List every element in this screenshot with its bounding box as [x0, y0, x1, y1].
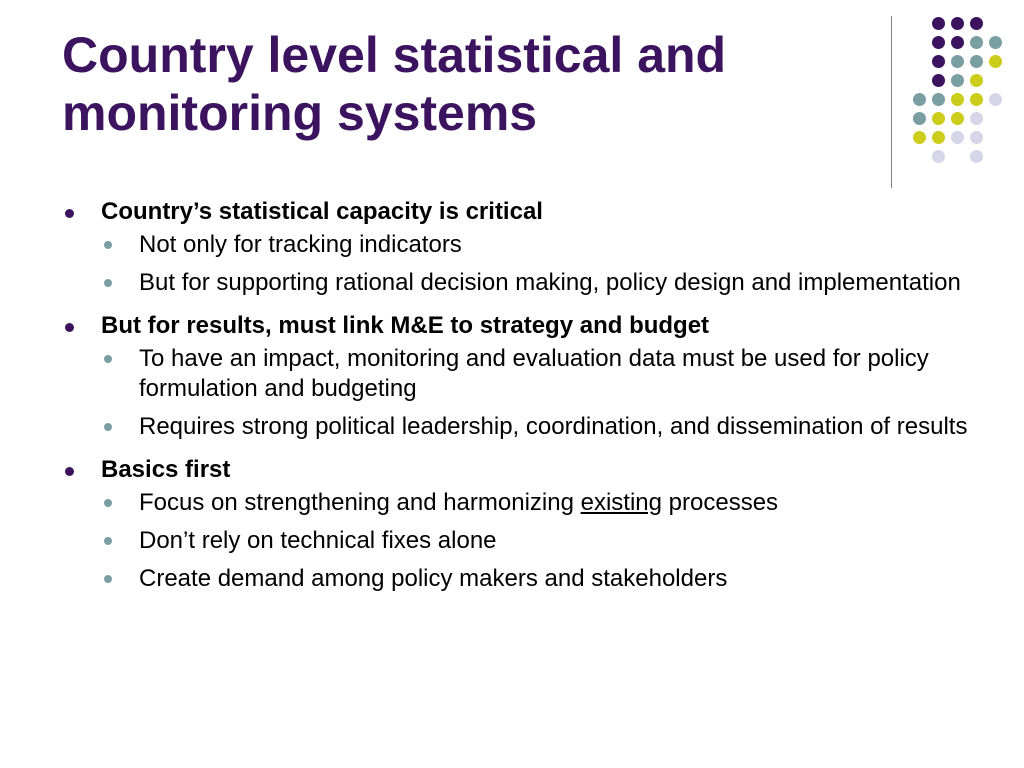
- decorative-dot: [989, 55, 1002, 68]
- decorative-dot: [932, 150, 945, 163]
- sub-bullet: But for supporting rational decision making, policy design and implementation: [62, 268, 982, 298]
- decorative-dot: [970, 17, 983, 30]
- decorative-dot: [913, 112, 926, 125]
- section-link-me-strategy: [62, 310, 982, 442]
- decorative-dot: [970, 112, 983, 125]
- sub-bullet: Create demand among policy makers and stakeholders: [62, 564, 982, 594]
- decorative-dot: [932, 17, 945, 30]
- sub-bullet-text: Focus on strengthening and harmonizing: [139, 489, 581, 516]
- sub-bullet-list: [62, 344, 982, 442]
- sub-bullet: [62, 488, 982, 518]
- decorative-dot: [913, 131, 926, 144]
- decorative-dot: [932, 36, 945, 49]
- decorative-dot: [951, 17, 964, 30]
- section-statistical-capacity: [62, 196, 982, 298]
- sub-bullet-text: processes: [661, 489, 779, 516]
- section-heading: Country’s statistical capacity is critical: [62, 196, 982, 228]
- section-heading: But for results, must link M&E to strategy and budget: [62, 310, 982, 342]
- decorative-dot: [970, 55, 983, 68]
- sub-bullet: Not only for tracking indicators: [62, 230, 982, 260]
- decorative-dot: [970, 131, 983, 144]
- decorative-dot: [970, 74, 983, 87]
- decorative-dot: [951, 36, 964, 49]
- decorative-dot: [951, 131, 964, 144]
- decorative-dot: [951, 55, 964, 68]
- vertical-divider: [891, 16, 892, 188]
- decorative-dot: [970, 93, 983, 106]
- section-heading: Basics first: [62, 454, 982, 486]
- decorative-dot: [989, 93, 1002, 106]
- decorative-dot: [913, 93, 926, 106]
- decorative-dot: [951, 112, 964, 125]
- bullet-content: [62, 196, 982, 606]
- title-line-1: Country level statistical and: [62, 27, 727, 83]
- sub-bullet: To have an impact, monitoring and evaluation data must be used for policy formulation and budgeting: [62, 344, 982, 404]
- sub-bullet-list: [62, 230, 982, 298]
- decorative-dot: [951, 74, 964, 87]
- decorative-dot: [932, 55, 945, 68]
- slide-title: [62, 26, 862, 142]
- decorative-dot: [932, 74, 945, 87]
- decorative-dot: [932, 131, 945, 144]
- decorative-dot: [989, 36, 1002, 49]
- decorative-dot: [951, 93, 964, 106]
- sub-bullet-list: [62, 488, 982, 594]
- section-basics-first: [62, 454, 982, 594]
- title-line-2: monitoring systems: [62, 85, 538, 141]
- decorative-dot: [970, 36, 983, 49]
- sub-bullet: Don’t rely on technical fixes alone: [62, 526, 982, 556]
- decorative-dot: [932, 93, 945, 106]
- sub-bullet: Requires strong political leadership, coordination, and dissemination of results: [62, 412, 982, 442]
- decorative-dot: [932, 112, 945, 125]
- decorative-dot: [970, 150, 983, 163]
- underlined-word: existing: [580, 489, 662, 516]
